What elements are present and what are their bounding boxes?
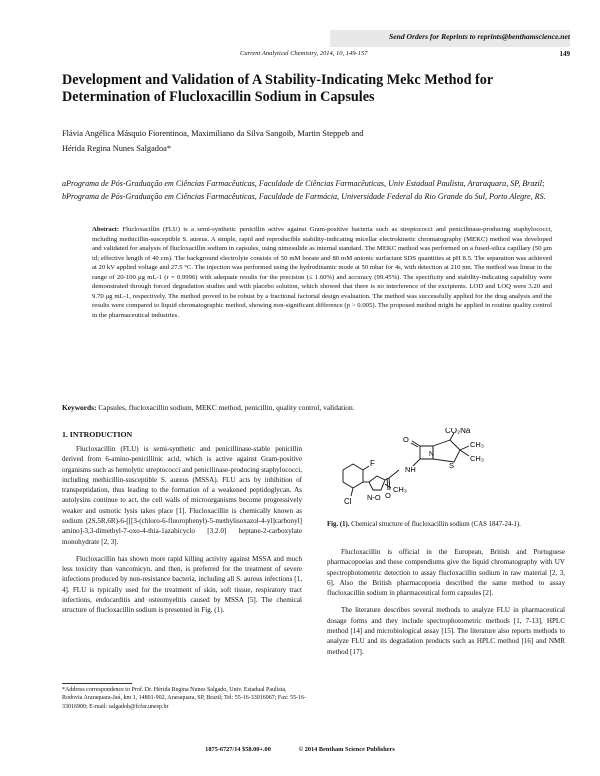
label-o-amide: O [385,491,391,500]
journal-citation: Current Analytical Chemistry, 2014, 10, 149-157 [240,50,368,57]
author-list [62,127,542,156]
article-title: Development and Validation of A Stability-Indicating Mekc Method for Determination of Flucloxacillin Sodium in Capsules [62,72,493,105]
label-cl: Cl [344,497,352,506]
reprint-notice: Send Orders for Reprints to reprints@benthamscience.net [389,32,570,41]
keywords-text: Capsules, flucloxacillin sodium, MEKC method, penicillin, quality control, validation. [98,403,355,412]
correspondence-footnote: *Address correspondence to Prof. Dr. Hérida Regina Nunes Salgado, Univ. Estadual Paulista, Rodovia Araraquara-Jaú, km 1, 14801-902, Araraquara, SP, Brazil; Tel: 55-16-33016967; Fax: 55-16-33016900; E-mail: salgadoh@fcfar.unesp.br [62,687,307,710]
label-n-o: N-O [367,493,381,502]
caption-label: Fig. (1). [327,521,350,528]
paragraph: The literature describes several methods to analyze FLU in pharmaceutical dosage forms and they include spectrophotometric methods [1, 7-13], HPLC method [14] and microbiological assay [15]. The literature also reports methods to analyze FLU and its degradation products such as HPLC method [16] and NMR method [17]. [327,606,565,656]
label-nh: NH [405,465,416,474]
caption-text: Chemical structure of flucloxacillin sodium (CAS 1847-24-1). [351,521,521,528]
authors-line-1: Flávia Angélica Másquio Fiorentinoa, Maximiliano da Silva Sangoib, Martin Steppeb and [62,129,364,138]
left-column [62,444,302,623]
figure-caption [327,520,565,530]
copyright: © 2014 Bentham Science Publishers [298,746,395,753]
chemical-structure-figure [327,428,557,514]
authors-line-2: Hérida Regina Nunes Salgadoa* [62,143,172,153]
label-f: F [370,459,375,468]
abstract [92,225,552,320]
issn: 1875-6727/14 $58.00+.00 [205,746,271,753]
page-number: 149 [559,50,570,58]
affiliations: aPrograma de Pós-Graduação em Ciências Farmacêuticas, Faculdade de Ciências Farmacêuticas, Univ Estadual Paulista, Araraquara, SP, Brazil; bPrograma de Pós-Graduação em Ciências Farmacêuticas, Faculdade de Farmácia, Universidade Federal do Rio Grande do Sul, Porto Alegre, RS. [62,179,546,201]
label-co2na: CO₂Na [445,428,471,435]
paragraph: Flucloxacillin (FLU) is semi-synthetic and penicillinase-stable penicillin derived from 6-amino-penicillinic acid, which is active against Gram-positive organisms such as hemolytic streptococci and penicilinase-producing staphylococci, including methicillin-susceptible S. aureus (MSSA). FLU acts by inhibition of transpeptidation, thus leading to the formation of a weakened peptidoglycan. As autolysins continue to act, the cell walls of microorganisms become progressively weaker and osmotic lysis takes place [1]. Flucloxacillin is chemically known as sodium (2S,5R,6R)-6-[[[3-(chloro-6-fluorophenyl)-5-methylisoxazol-4-yl]carbonyl] amino]-3,3-dimethyl-7-oxo-4-thia-1azabicyclo [3.2.0] heptane-2-carboxylate monohydrate [2, 3]. [62,445,302,546]
keywords [62,403,562,413]
right-column [327,547,565,664]
label-o-ring: O [403,435,409,444]
keywords-label: Keywords: [62,403,97,412]
label-ch3-c: CH₃ [393,485,407,494]
paragraph: Flucloxacillin has shown more rapid killing activity against MSSA and much less toxicity than vancomicyn, and then, is preferred for the treatment of severe infections produced by non-resistance bacteria, including all S. aureus infections [1, 4]. FLU is typically used for the treatment of skin, soft tissue, respiratory tract infections, endocarditis and osteomyelitis caused by MSSA [5]. The chemical structure of flucloxacillin sodium is presented in Fig. (1). [62,554,302,615]
paragraph: Flucloxacillin is official in the European, British and Portuguese pharmacopoeias and these compendiums give the liquid chromatography with UV spectrophotometric detection to assay flucloxacillin sodium in raw material [2, 3, 6]. Also the British pharmacopoeia described the same method to assay flucloxacillin sodium in pharmaceutical form capsules [2]. [327,548,565,598]
label-s-ring: S [449,461,455,470]
abstract-text: Flucloxacillin (FLU) is a semi-synthetic penicillin active against Gram-positive bacteria such as streptococci and penicilinase-producing staphylococci, including methicillin-susceptible S. aureus. A simple, rapid and reproducible stability-indicating micellar electrokinetic chromatography (MEKC) method was developed and validated for analysis of flucloxacillin sodium in capsules, using nimesulide as internal standard. The MEKC method was performed on a fused-silica capillary (50 μm id; effective length of 40 cm). The background electrolyte consists of 50 mM borate and 80 mM anionic surfactant SDS quantities at pH 8.5. The separation was achieved at 20 kV applied voltage and 27.5 °C. The injection was performed using the hydrodinamic mode at 50 mbar for 4s, with detection at 210 nm. The method was linear in the range of 20-100 μg mL-1 (r = 0.9996) with adequate results for the precision (≤ 1.60%) and accuracy (99.45%). The specificity and stability-indicating capability were demonstrated through forced degradation studies and with placebo solution, which showed that there is no interference of the excipients. LOD and LOQ were 3.20 and 9.70 μg mL-1, respectively. The method proved to be robust by a fractional factorial design evaluation. The method was successfully applied for the drug analysis and the results were compared to liquid chromatographic method, showing non-significant difference (p > 0.005). The proposed method might be applied in routine quality control in the pharmaceutical industries. [92,226,552,319]
label-n-ring: N [429,451,435,458]
footnote-divider [62,683,132,684]
label-ch3-a: CH₃ [470,440,484,449]
label-ch3-b: CH₃ [470,454,484,463]
page-footer [0,746,600,753]
abstract-label: Abstract: [92,226,120,233]
section-heading: 1. INTRODUCTION [62,430,133,439]
